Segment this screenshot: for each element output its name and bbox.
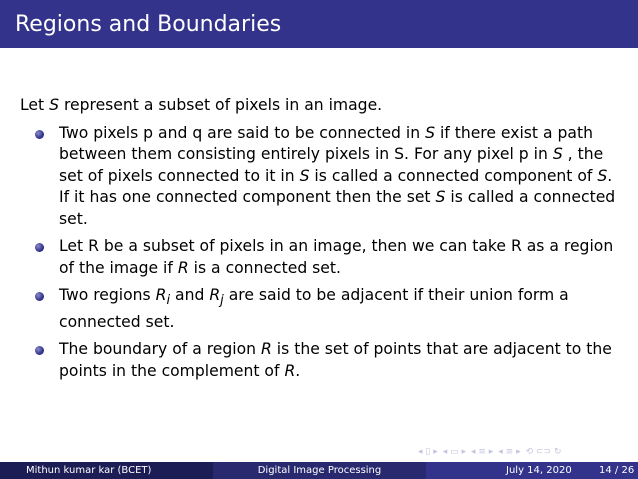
bullet-item-adjacent xyxy=(20,285,620,333)
bullet-item-region xyxy=(20,236,620,279)
math-var: S xyxy=(49,96,59,114)
math-var: S xyxy=(552,145,563,163)
intro-text: Let xyxy=(20,96,50,114)
footer-course: Digital Image Processing xyxy=(213,462,426,479)
bullet-icon xyxy=(35,346,44,355)
bullet-text: , the set of pixels connected to it in xyxy=(59,145,604,185)
bullet-text: is the set of points that are adjacent to the points in the complement of xyxy=(59,340,612,380)
math-var: R xyxy=(177,258,189,277)
bullet-list xyxy=(20,123,620,383)
bullet-text: Two pixels p and q are said to be connected in xyxy=(59,123,426,142)
math-var: R xyxy=(284,361,296,380)
math-var: S xyxy=(435,188,446,206)
footer-page-number: 14 / 26 xyxy=(599,465,635,476)
bullet-text: and xyxy=(170,286,210,304)
bullet-text: The boundary of a region xyxy=(59,340,261,359)
nav-section-icon[interactable]: ◂ ≡ ▸ xyxy=(498,447,521,457)
bullet-text: are said to be adjacent if their union form a connected set. xyxy=(59,286,569,331)
math-var: S xyxy=(299,166,310,185)
slide-body xyxy=(20,95,620,388)
math-var: R xyxy=(261,340,272,359)
beamer-nav-bar xyxy=(418,446,562,458)
slide-title-bar xyxy=(0,0,638,48)
math-subscript: i xyxy=(166,293,171,309)
nav-search-icon[interactable]: ⟲ ⊂⊃ ↻ xyxy=(525,447,562,457)
intro-text: represent a subset of pixels in an image. xyxy=(59,96,383,114)
bullet-item-connected xyxy=(20,123,620,231)
bullet-text: . xyxy=(295,361,301,380)
bullet-icon xyxy=(35,243,44,252)
nav-subsection-icon[interactable]: ◂ ≡ ▸ xyxy=(470,447,494,457)
nav-frame-right-icon[interactable]: ◂ ▭ ▸ xyxy=(442,447,466,457)
bullet-text: Let R be a subset of pixels in an image, then we can take R as a region of the image if xyxy=(59,237,614,277)
bullet-item-boundary xyxy=(20,339,620,382)
bullet-icon xyxy=(35,130,44,139)
bullet-text: . If it has one connected component then the set xyxy=(59,166,613,206)
math-var: S xyxy=(597,166,608,185)
bullet-text: Two regions xyxy=(59,286,156,304)
math-var: R xyxy=(209,286,221,304)
bullet-text: if there exist a path between them consisting entirely pixels in S. For any pixel p in xyxy=(59,123,593,163)
math-var: R xyxy=(155,286,167,304)
footer-author: Mithun kumar kar (BCET) xyxy=(0,462,213,479)
intro-line xyxy=(20,95,620,117)
slide-title: Regions and Boundaries xyxy=(15,11,282,37)
bullet-icon xyxy=(35,292,44,301)
footer-date: July 14, 2020 xyxy=(506,465,572,476)
math-var: S xyxy=(425,123,435,142)
bullet-text: is a connected set. xyxy=(188,258,341,277)
footer-meta xyxy=(426,462,638,479)
nav-frame-left-icon[interactable]: ◂ ▯ ▸ xyxy=(418,447,438,457)
bullet-text: is called a connected component of xyxy=(309,166,598,185)
slide-footer xyxy=(0,462,638,479)
math-subscript: j xyxy=(220,293,224,309)
bullet-text: is called a connected set. xyxy=(59,188,616,228)
